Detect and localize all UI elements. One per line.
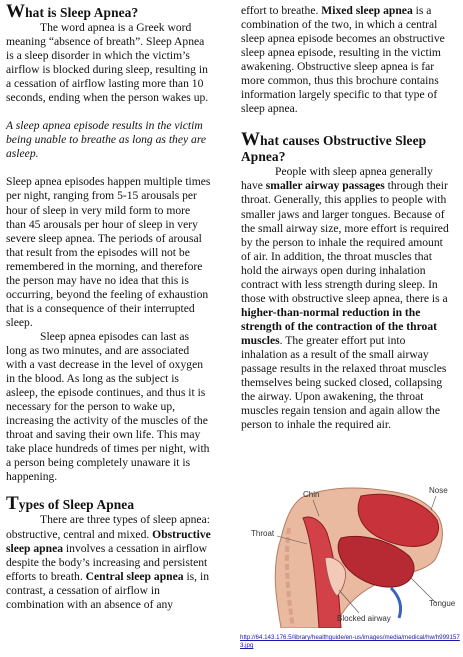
label-tongue: Tongue [429,599,456,608]
label-nose: Nose [429,486,448,495]
italic-callout: A sleep apnea episode results in the victim being unable to breathe as long as they are asleep. [6,119,207,161]
right-column [241,0,454,432]
paragraph-causes: People with sleep apnea generally have smaller airway passages through their throat. Generally, this applies to people with smaller jaws and larger tongues. Because of the small airway size, more effort is required by the person to inhale the required amount of air. In addition, the throat muscles that hold the airways open during inhalation contract with less strength during sleep. In those with obstructive sleep apnea, there is a higher-than-normal reduction in the strength of the contraction of the throat muscles. The greater effort put into inhalation as a result of the small airway passage results in the relaxed throat muscles themselves being sucked closed, collapsing the airway. Upon awakening, the throat muscles regain tension and again allow the person to inhale the required air. [241,165,449,432]
label-throat: Throat [251,529,275,538]
label-chin: Chin [303,490,320,499]
image-source-link[interactable]: http://64.143.176.5/library/healthguide/en-us/images/media/medical/hw/h9991573.jpg [240,634,460,649]
left-column [6,0,211,612]
blue-vessel [391,588,401,618]
heading-causes: What causes Obstructive Sleep Apnea? [241,129,427,165]
label-blocked-airway: Blocked airway [337,614,391,623]
paragraph-types: There are three types of sleep apnea: obstructive, central and mixed. Obstructive sleep apnea involves a cessation in airflow despite the body’s increasing and persistent efforts to breath. Central sleep apnea is, in contrast, a cessation of airflow in combination with an absence of any [6,513,211,611]
paragraph-definition: The word apnea is a Greek word meaning “absence of breath”. Sleep Apnea is a sleep disorder in which the victim’s airflow is blocked during sleep, resulting in a cessation of airflow lasting more than 10 seconds, ending when the person wakes up. [6,21,209,105]
paragraph-episodes: Sleep apnea episodes happen multiple times per night, ranging from 5-15 arousals per hour of sleep in very mild form to more than 45 arousals per hour of sleep in very severe sleep apnea. The periods of arousal that result from the episodes will not be remembered in the morning, and therefore the person may have no idea that this is occurring, beyond the feeling of exhaustion that is a consequence of their interrupted sleep. [6,175,211,329]
paragraph-mixed: effort to breathe. Mixed sleep apnea is a combination of the two, in which a central sleep apnea episode becomes an obstructive sleep apnea episode, resulting in the victim awakening. Obstructive sleep apnea is far more common, thus this brochure contains information largely specific to that type of sleep apnea. [241,4,445,116]
airway-anatomy-illustration [241,478,459,628]
heading-types: Types of Sleep Apnea [6,493,135,515]
paragraph-duration: Sleep apnea episodes can last as long as two minutes, and are associated with a vast decrease in the level of oxygen in the blood. As long as the subject is asleep, the episode continues, and thus it is necessary for the person to wake up, increasing the activity of the muscles of the throat and saving their own life. This may take place hundreds of times per night, with a person being completely unaware it is happening. [6,329,210,484]
heading-what-is-sleep-apnea: What is Sleep Apnea? [6,1,139,22]
